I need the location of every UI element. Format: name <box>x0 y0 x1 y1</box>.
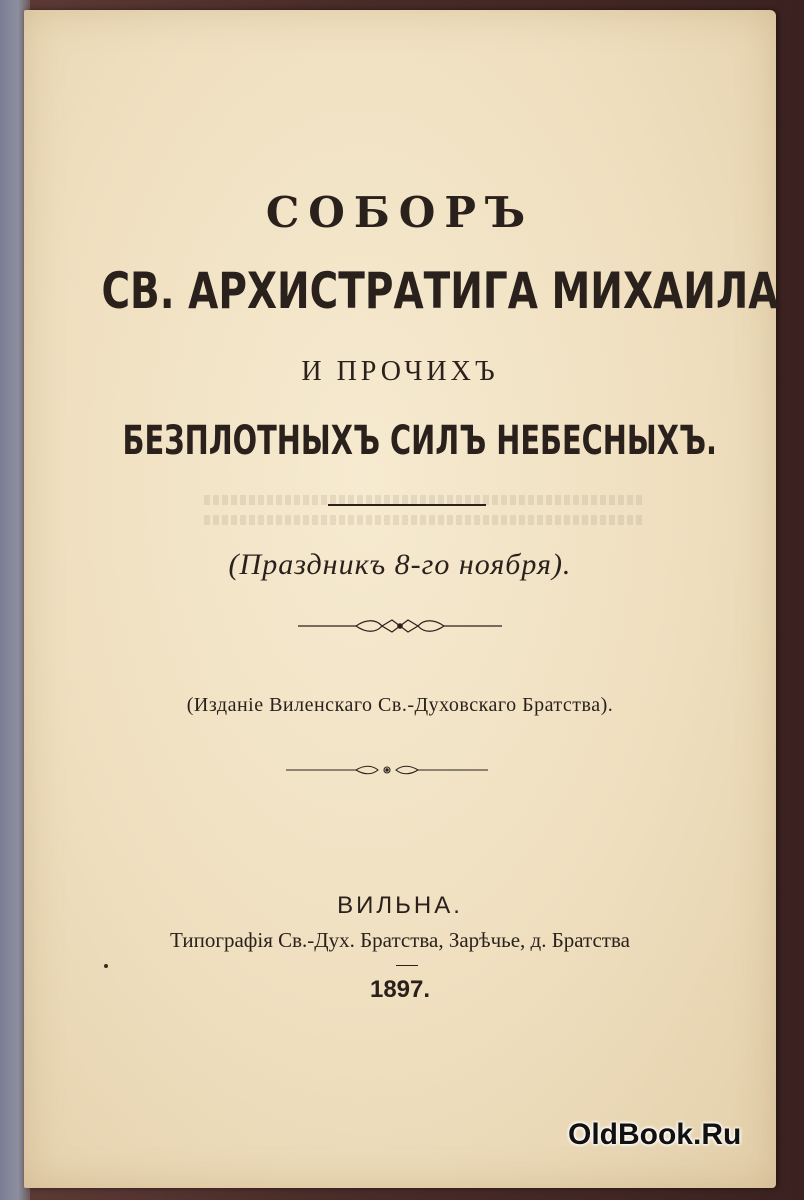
site-watermark: OldBook.Ru <box>568 1118 742 1151</box>
title-line-2: СВ. АРХИСТРАТИГА МИХАИЛА <box>101 262 779 320</box>
imprint-press: Типографія Св.-Дух. Братства, Зарѣчье, д. Братства <box>170 928 630 952</box>
imprint-year: 1897. <box>369 976 431 1003</box>
holiday-subtitle: (Праздникъ 8-го ноября). <box>228 548 572 581</box>
title-line-1: СОБОРЪ <box>265 188 535 237</box>
ornament-divider-icon <box>296 616 504 636</box>
edition-note: (Изданіе Виленскаго Св.-Духовскаго Братства). <box>186 694 614 716</box>
title-line-3: И ПРОЧИХЪ <box>301 356 499 387</box>
title-page <box>24 10 779 1188</box>
paper-speck <box>104 964 108 968</box>
imprint-city: ВИЛЬНА. <box>337 892 463 919</box>
imprint-dash <box>396 965 418 966</box>
title-rule <box>328 504 486 506</box>
title-line-4: БЕЗПЛОТНЫХЪ СИЛЪ НЕБЕСНЫХЪ. <box>122 418 717 464</box>
ornament-divider-icon <box>284 762 490 778</box>
show-through-text <box>204 515 644 525</box>
